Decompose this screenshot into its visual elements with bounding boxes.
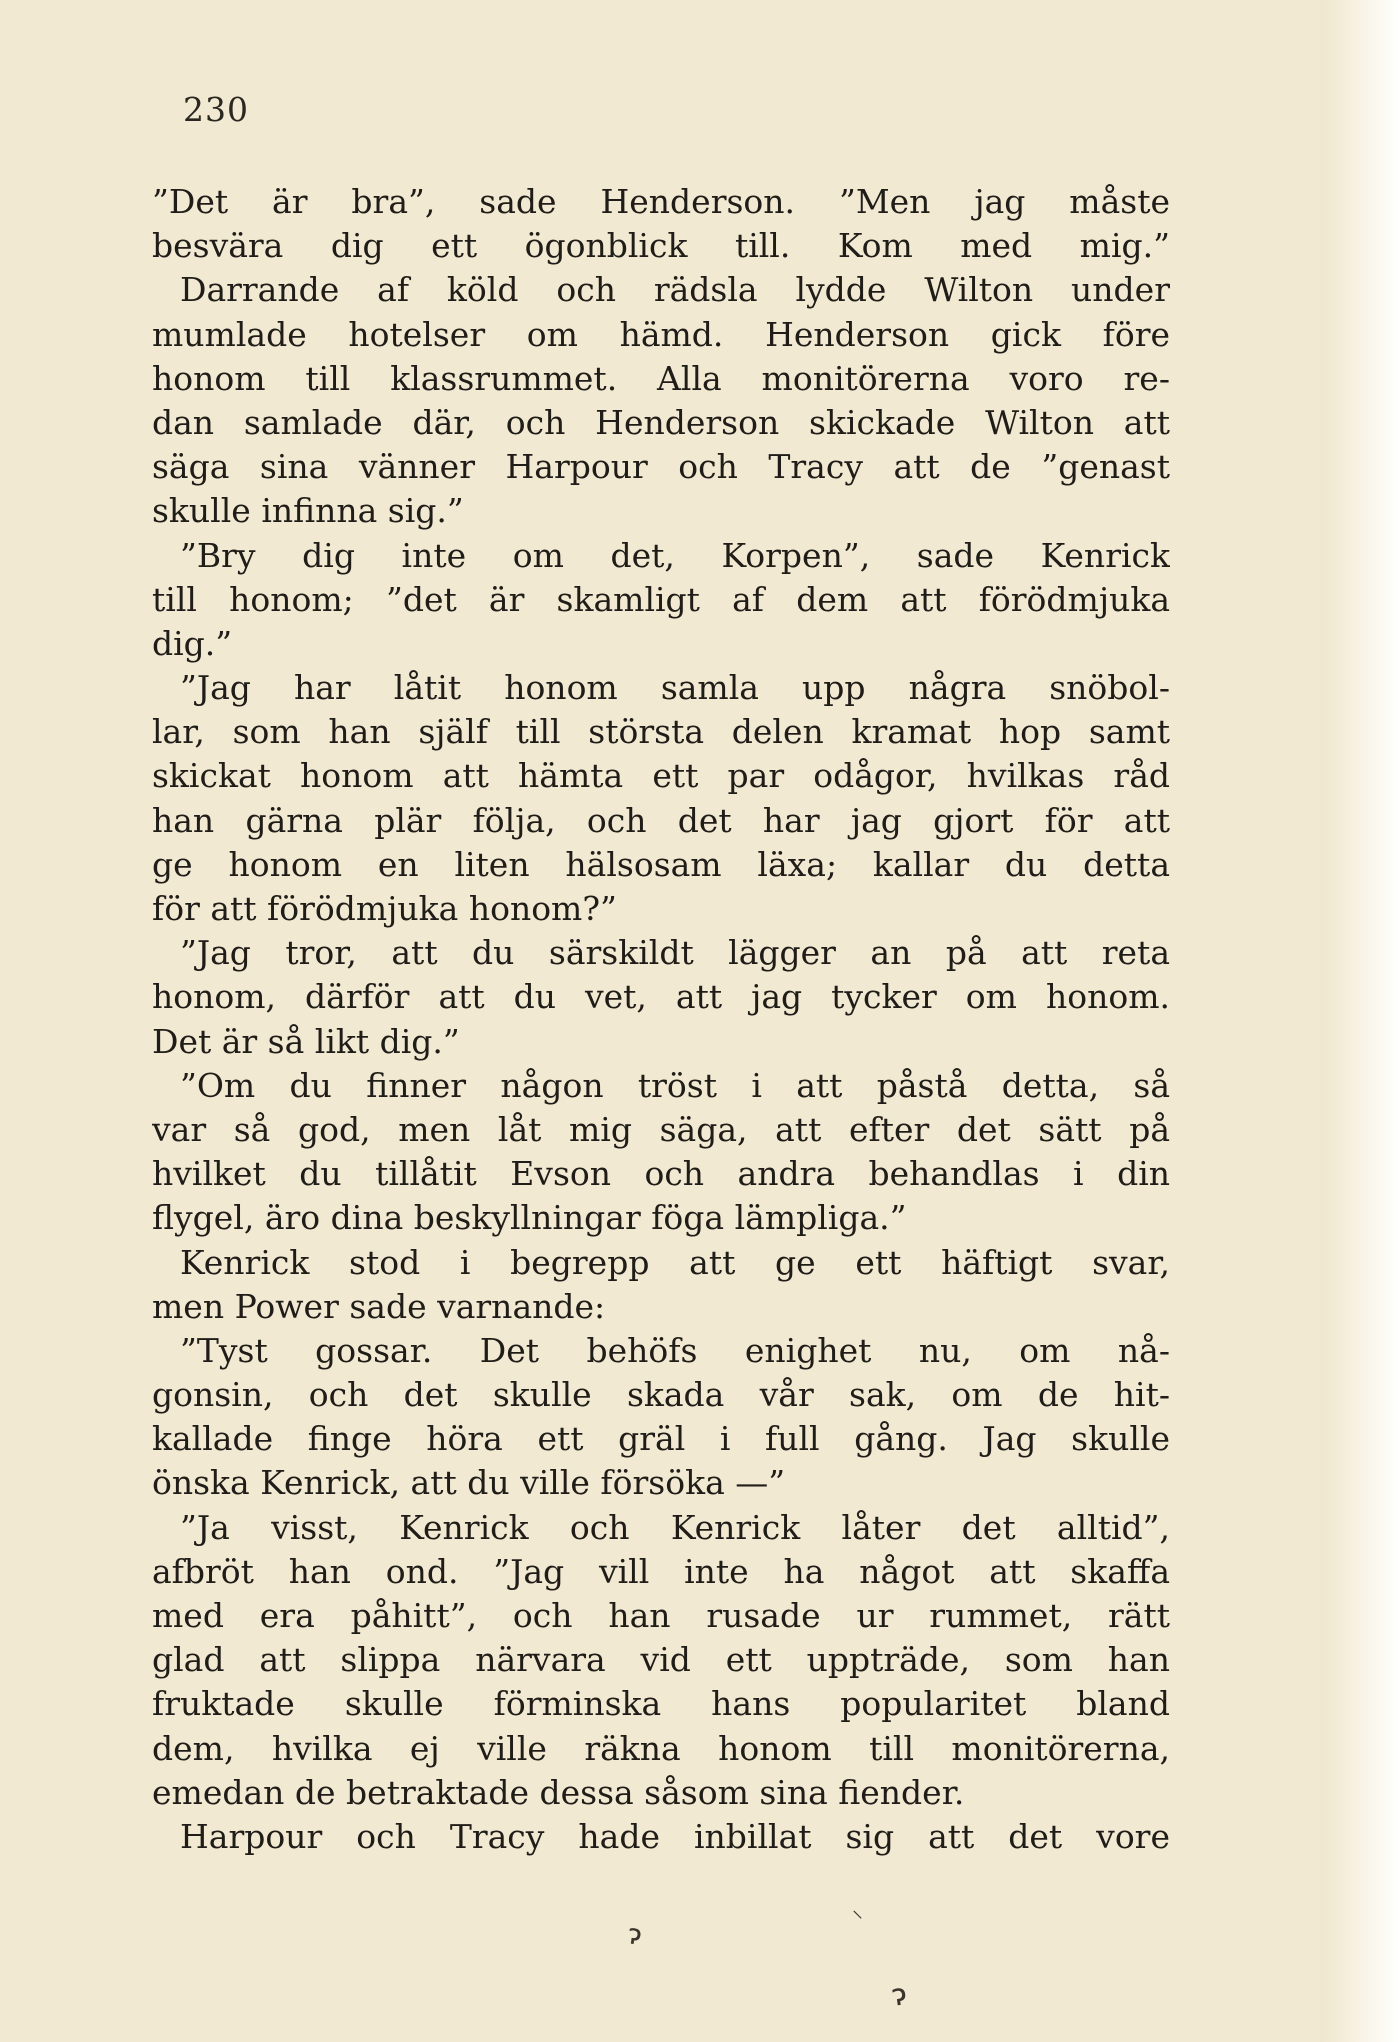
text-line: besvära dig ett ögonblick till. Kom med mig.” bbox=[152, 226, 1170, 266]
text-line: ”Om du finner någon tröst i att påstå detta, så bbox=[180, 1065, 1170, 1105]
text-line: glad att slippa närvara vid ett uppträde, som han bbox=[152, 1640, 1170, 1680]
page-number: 230 bbox=[183, 90, 249, 129]
text-line: Det är så likt dig.” bbox=[152, 1021, 460, 1061]
text-line: skickat honom att hämta ett par odågor, hvilkas råd bbox=[152, 756, 1170, 796]
text-line: afbröt han ond. ”Jag vill inte ha något att skaffa bbox=[152, 1551, 1170, 1591]
text-line: ”Tyst gossar. Det behöfs enighet nu, om nå- bbox=[180, 1330, 1170, 1370]
text-line: mumlade hotelser om hämd. Henderson gick före bbox=[152, 314, 1170, 354]
text-line: Kenrick stod i begrepp att ge ett häftigt svar, bbox=[180, 1242, 1170, 1282]
text-line: med era påhitt”, och han rusade ur rummet, rätt bbox=[152, 1596, 1170, 1635]
text-line: Harpour och Tracy hade inbillat sig att det vore bbox=[180, 1816, 1170, 1856]
text-line: fruktade skulle förminska hans popularitet bland bbox=[152, 1684, 1170, 1724]
page-edge bbox=[1320, 0, 1400, 2042]
text-line: han gärna plär följa, och det har jag gjort för att bbox=[152, 800, 1170, 840]
text-line: till honom; ”det är skamligt af dem att förödmjuka bbox=[152, 579, 1170, 619]
text-line: ge honom en liten hälsosam läxa; kallar du detta bbox=[152, 844, 1170, 884]
text-line: lar, som han själf till största delen kramat hop samt bbox=[152, 712, 1170, 752]
text-line: ”Bry dig inte om det, Korpen”, sade Kenrick bbox=[180, 535, 1170, 575]
text-line: men Power sade varnande: bbox=[152, 1286, 606, 1326]
text-line: hvilket du tillåtit Evson och andra behandlas i din bbox=[152, 1154, 1170, 1194]
text-line: dig.” bbox=[152, 623, 233, 663]
text-line: Darrande af köld och rädsla lydde Wilton under bbox=[180, 270, 1170, 310]
ink-mark: ɂ bbox=[889, 1977, 909, 2014]
text-line: skulle infinna sig.” bbox=[152, 491, 464, 531]
text-line: för att förödmjuka honom?” bbox=[152, 889, 617, 928]
text-line: var så god, men låt mig säga, att efter det sätt på bbox=[152, 1109, 1170, 1149]
text-line: flygel, äro dina beskyllningar föga lämpliga.” bbox=[152, 1198, 907, 1238]
text-line: honom till klassrummet. Alla monitörerna voro re- bbox=[152, 358, 1170, 398]
text-line: önska Kenrick, att du ville försöka —” bbox=[152, 1463, 786, 1503]
ink-mark: ɂ bbox=[625, 1917, 644, 1952]
text-line: ”Jag har låtit honom samla upp några snöbol- bbox=[180, 668, 1170, 708]
text-line: dan samlade där, och Henderson skickade Wilton att bbox=[152, 402, 1170, 442]
text-line: ”Ja visst, Kenrick och Kenrick låter det alltid”, bbox=[180, 1507, 1170, 1547]
text-line: kallade finge höra ett gräl i full gång. Jag skulle bbox=[152, 1419, 1170, 1459]
text-line: säga sina vänner Harpour och Tracy att de ”genast bbox=[152, 447, 1170, 487]
text-line: honom, därför att du vet, att jag tycker om honom. bbox=[152, 977, 1170, 1017]
body-text bbox=[152, 180, 1170, 1859]
text-line: dem, hvilka ej ville räkna honom till monitörerna, bbox=[152, 1728, 1170, 1768]
text-line: ”Jag tror, att du särskildt lägger an på att reta bbox=[180, 933, 1170, 973]
ink-mark: ⸜ bbox=[852, 1898, 864, 1923]
text-line: ”Det är bra”, sade Henderson. ”Men jag måste bbox=[152, 182, 1170, 221]
text-line: gonsin, och det skulle skada vår sak, om de hit- bbox=[152, 1375, 1170, 1415]
text-line: emedan de betraktade dessa såsom sina fiender. bbox=[152, 1772, 965, 1812]
